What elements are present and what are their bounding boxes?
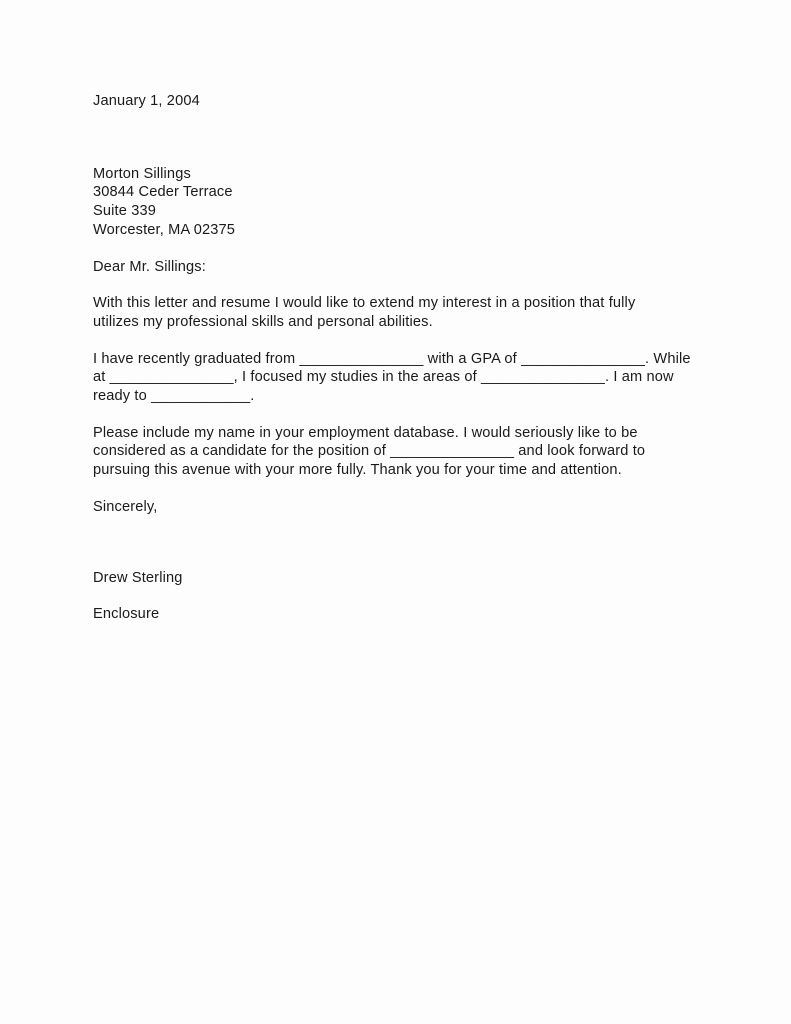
- body-paragraph-1: With this letter and resume I would like to extend my interest in a position that fully utilizes my professional skills and personal abilities.: [93, 295, 640, 330]
- spacer-after-sender-name: [93, 587, 693, 605]
- spacer-after-paragraph-1: [93, 332, 693, 350]
- spacer-after-salutation: [93, 276, 693, 294]
- spacer-after-paragraph-3: [93, 480, 693, 498]
- body-paragraph-2: I have recently graduated from _______________ with a GPA of _______________. While at _______________, I focused my studies in the areas of _______________. I am now ready to ____________.: [93, 350, 695, 405]
- recipient-street: 30844 Ceder Terrace: [93, 184, 233, 201]
- letter-body: [93, 92, 693, 624]
- spacer-after-paragraph-2: [93, 406, 693, 424]
- recipient-unit: Suite 339: [93, 203, 156, 220]
- enclosure-note: Enclosure: [93, 606, 160, 623]
- closing-salutation: Sincerely,: [93, 498, 158, 515]
- letter-date: January 1, 2004: [93, 93, 200, 109]
- sender-name: Drew Sterling: [93, 569, 183, 586]
- spacer-after-date: [93, 111, 693, 165]
- body-paragraph-3: Please include my name in your employment database. I would seriously like to be considered as a candidate for the position of _______________ and look forward to pursuing this avenue with your more fully. Thank you for your time and attention.: [93, 424, 650, 479]
- signature-space: [93, 517, 693, 569]
- salutation: Dear Mr. Sillings:: [93, 258, 206, 275]
- closing-block: [93, 498, 693, 624]
- recipient-address-block: [93, 165, 693, 240]
- recipient-name: Morton Sillings: [93, 165, 191, 182]
- spacer-after-address: [93, 240, 693, 258]
- recipient-city-state-zip: Worcester, MA 02375: [93, 221, 236, 238]
